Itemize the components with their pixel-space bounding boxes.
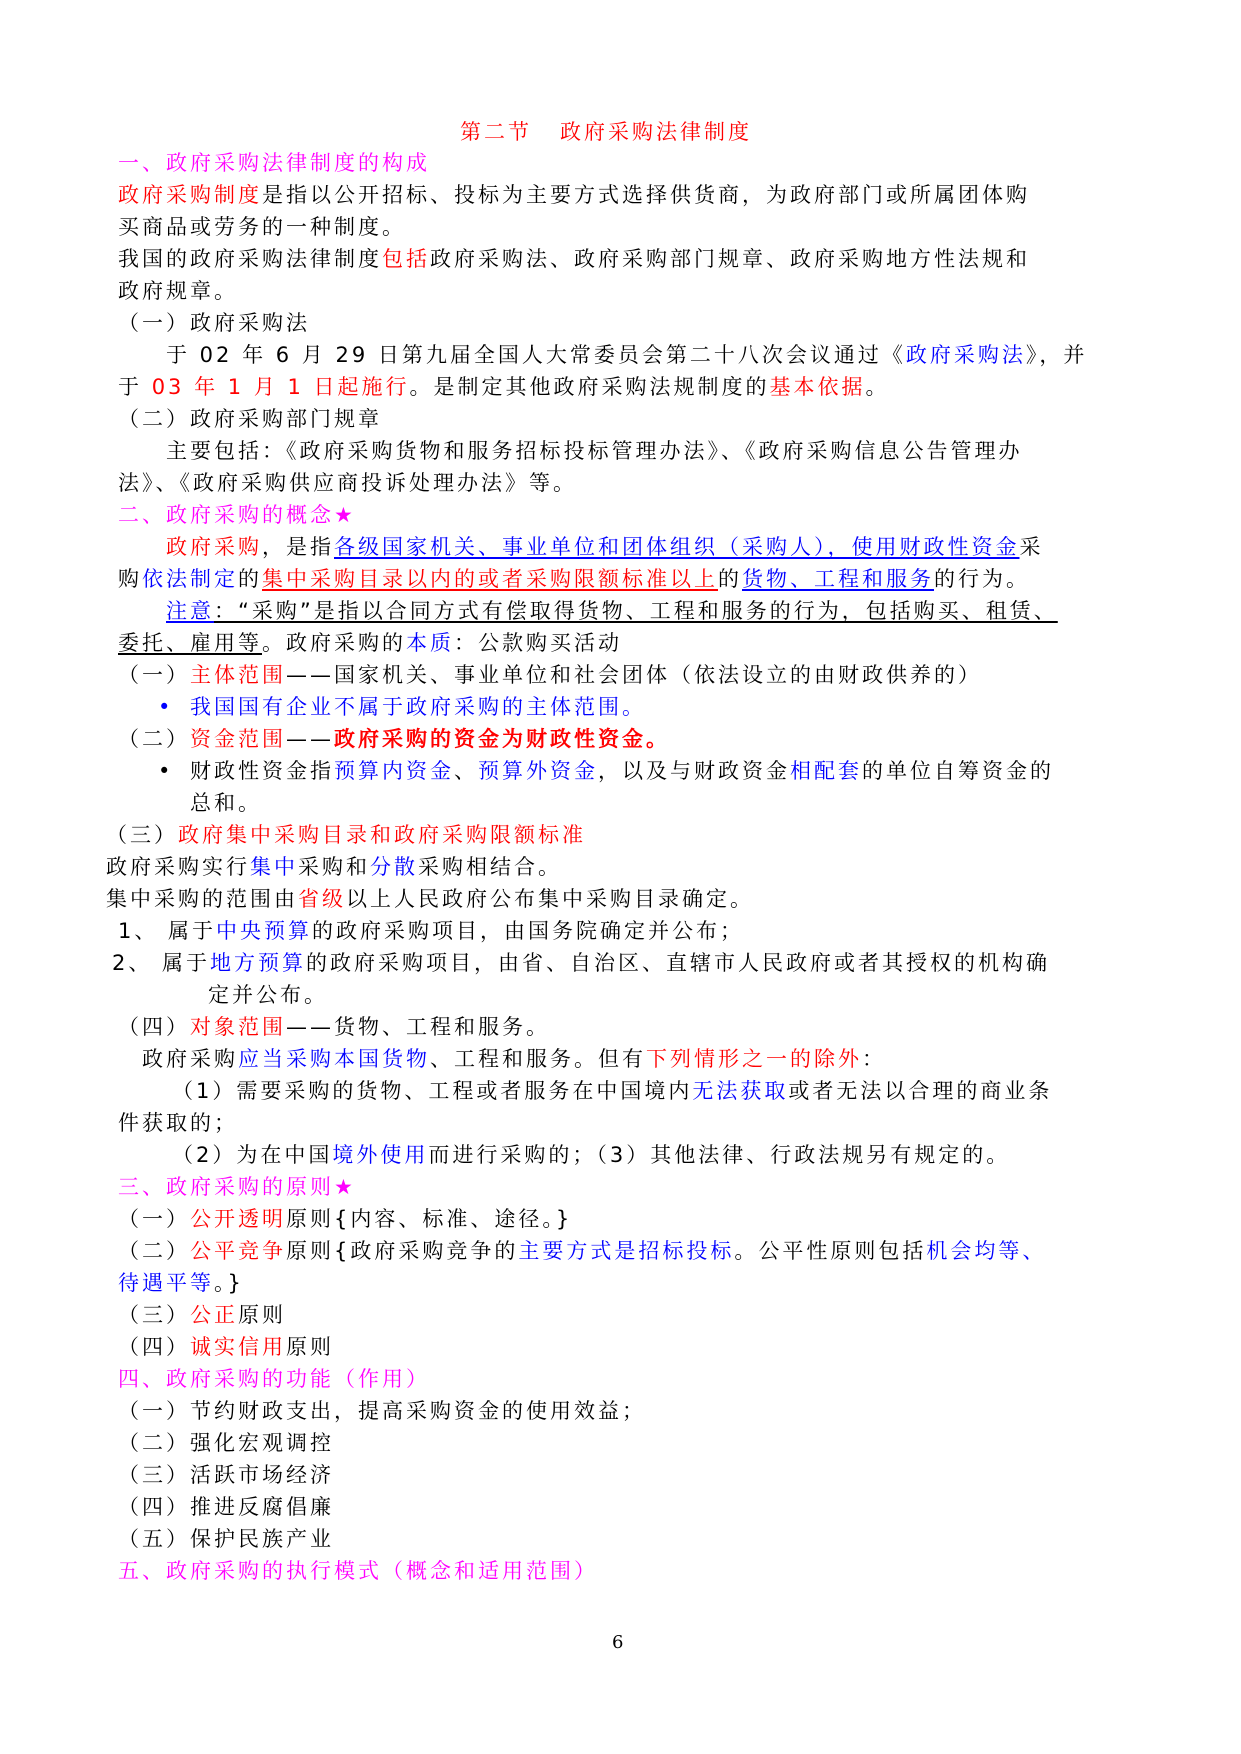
paragraph-centralized: 集中采购的范围由省级以上人民政府公布集中采购目录确定。 <box>106 887 754 911</box>
bullet-fiscal-cont: 总和。 <box>190 791 262 815</box>
page-number: 6 <box>612 1632 624 1653</box>
bullet-fiscal-text: 财政性资金指预算内资金、预算外资金，以及与财政资金相配套的单位自筹资金的 <box>190 759 1054 783</box>
heading-concept: 二、政府采购的概念★ <box>118 503 356 527</box>
item-object-scope: （四）对象范围——货物、工程和服务。 <box>118 1015 550 1039</box>
bullet-fiscal: • <box>158 759 174 783</box>
principle-competition-cont: 待遇平等。} <box>118 1271 244 1295</box>
paragraph-law-effective: 于 03 年 1 月 1 日起施行。是制定其他政府采购法规制度的基本依据。 <box>118 375 890 399</box>
item-subject-scope: （一）主体范围——国家机关、事业单位和社会团体（依法设立的由财政供养的） <box>118 663 982 687</box>
paragraph-combined: 政府采购实行集中采购和分散采购相结合。 <box>106 855 562 879</box>
paragraph-law-passed: 于 02 年 6 月 29 日第九届全国人大常委员会第二十八次会议通过《政府采购法》，并 <box>166 343 1088 367</box>
list-local-budget-cont: 定并公布。 <box>208 983 328 1007</box>
item-fund-scope: （二）资金范围——政府采购的资金为财政性资金。 <box>118 727 670 751</box>
paragraph-domestic: 政府采购应当采购本国货物、工程和服务。但有下列情形之一的除外： <box>142 1047 886 1071</box>
section-title: 第二节 政府采购法律制度 <box>460 120 752 144</box>
paragraph-concept: 政府采购，是指各级国家机关、事业单位和团体组织（采购人），使用财政性资金采 <box>166 535 1044 559</box>
heading-functions: 四、政府采购的功能（作用） <box>118 1367 430 1391</box>
principle-competition: （二）公平竞争原则{政府采购竞争的主要方式是招标投标。公平性原则包括机会均等、 <box>118 1239 1047 1263</box>
paragraph-rules-cont: 法》、《政府采购供应商投诉处理办法》等。 <box>118 471 577 495</box>
item-procurement-law: （一）政府采购法 <box>118 311 310 335</box>
exception-1: （1）需要采购的货物、工程或者服务在中国境内无法获取或者无法以合理的商业条 <box>172 1079 1053 1103</box>
paragraph-definition: 政府采购制度是指以公开招标、投标为主要方式选择供货商，为政府部门或所属团体购 <box>118 183 1030 207</box>
function-item: （一）节约财政支出，提高采购资金的使用效益； <box>118 1399 646 1423</box>
exception-2-3: （2）为在中国境外使用而进行采购的；（3）其他法律、行政法规另有规定的。 <box>172 1143 1011 1167</box>
paragraph-note-cont: 委托、雇用等。政府采购的本质：公款购买活动 <box>118 631 622 655</box>
function-item: （四）推进反腐倡廉 <box>118 1495 334 1519</box>
bullet-soe-text: 我国国有企业不属于政府采购的主体范围。 <box>190 695 646 719</box>
heading-execution-mode: 五、政府采购的执行模式（概念和适用范围） <box>118 1559 598 1583</box>
item-catalog: （三）政府集中采购目录和政府采购限额标准 <box>106 823 586 847</box>
function-item: （二）强化宏观调控 <box>118 1431 334 1455</box>
principle-transparency: （一）公开透明原则{内容、标准、途径。} <box>118 1207 573 1231</box>
function-item: （五）保护民族产业 <box>118 1527 334 1551</box>
paragraph-system: 我国的政府采购法律制度包括政府采购法、政府采购部门规章、政府采购地方性法规和 <box>118 247 1030 271</box>
bullet-soe: • <box>158 695 174 719</box>
list-local-budget: 2、 属于地方预算的政府采购项目，由省、自治区、直辖市人民政府或者其授权的机构确 <box>112 951 1051 975</box>
exception-1-cont: 件获取的； <box>118 1111 238 1135</box>
list-central-budget: 1、 属于中央预算的政府采购项目，由国务院确定并公布； <box>118 919 745 943</box>
principle-integrity: （四）诚实信用原则 <box>118 1335 334 1359</box>
paragraph-definition-cont: 买商品或劳务的一种制度。 <box>118 215 406 239</box>
heading-composition: 一、政府采购法律制度的构成 <box>118 151 430 175</box>
paragraph-system-cont: 政府规章。 <box>118 279 238 303</box>
principle-justice: （三）公正原则 <box>118 1303 286 1327</box>
function-item: （三）活跃市场经济 <box>118 1463 334 1487</box>
item-department-rules: （二）政府采购部门规章 <box>118 407 382 431</box>
paragraph-note: 注意：“采购”是指以合同方式有偿取得货物、工程和服务的行为，包括购买、租赁、 <box>166 599 1058 623</box>
heading-principles: 三、政府采购的原则★ <box>118 1175 356 1199</box>
paragraph-rules: 主要包括：《政府采购货物和服务招标投标管理办法》、《政府采购信息公告管理办 <box>166 439 1023 463</box>
paragraph-concept-cont: 购依法制定的集中采购目录以内的或者采购限额标准以上的货物、工程和服务的行为。 <box>118 567 1030 591</box>
